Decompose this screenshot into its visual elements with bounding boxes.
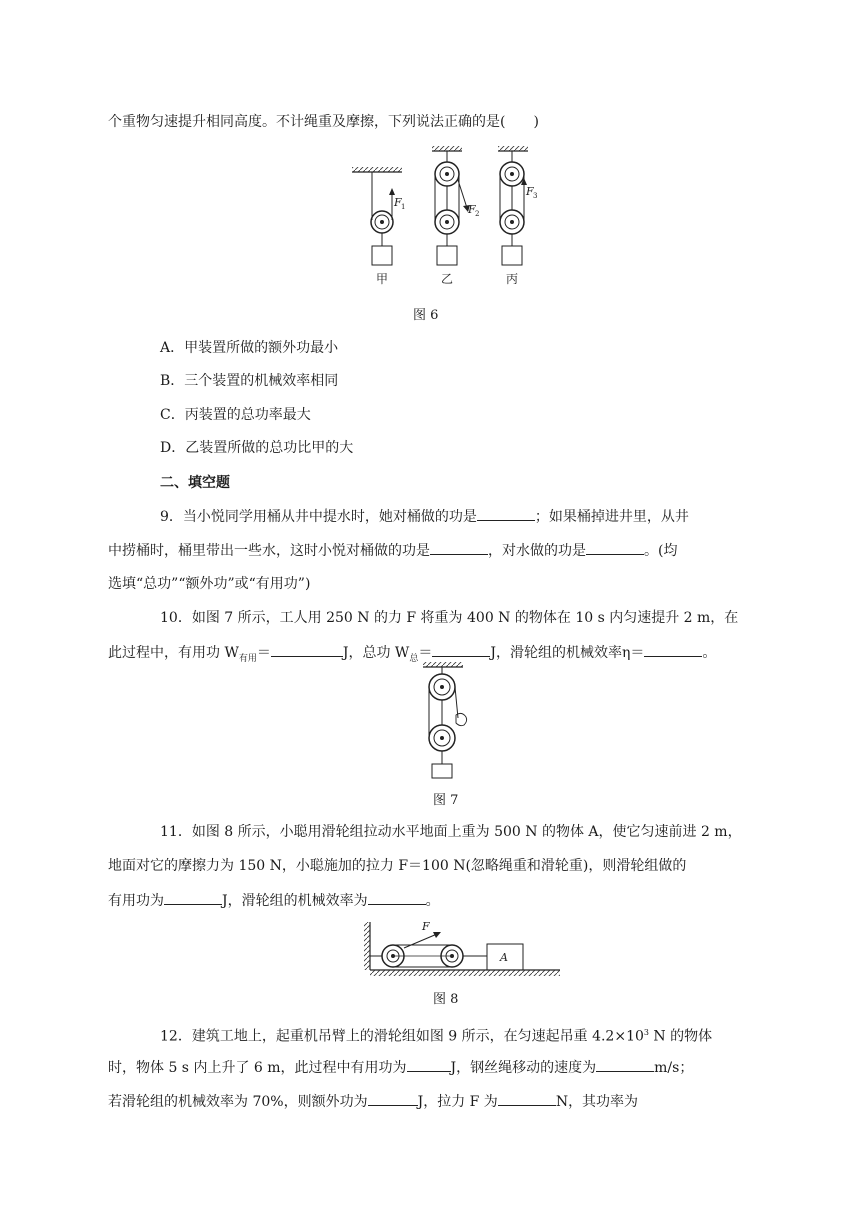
q11-line-2: 地面对它的摩擦力为 150 N，小聪施加的拉力 F＝100 N(忽略绳重和滑轮重)，则滑轮组做的 <box>108 858 687 874</box>
force-label-f3: F <box>526 185 534 198</box>
q9-line-2: 中捞桶时，桶里带出一些水，这时小悦对桶做的功是 ，对水做的功是 。(均 <box>108 540 677 561</box>
pulley-setup-bing <box>498 146 528 265</box>
q9-line-3: 选填“总功”“额外功”或“有用功”) <box>108 576 311 592</box>
figure-8-object-label: A <box>500 951 508 964</box>
figure-6-caption: 图 6 <box>413 308 439 323</box>
figure-8-caption: 图 8 <box>433 992 459 1007</box>
force-subscript-1: 1 <box>401 203 406 211</box>
option-d: D．乙装置所做的总功比甲的大 <box>160 440 354 456</box>
q11-line-1: 11．如图 8 所示，小聪用滑轮组拉动水平地面上重为 500 N 的物体 A，使它匀速前进 2 m， <box>160 824 742 840</box>
force-subscript-3: 3 <box>533 192 538 200</box>
q9-line-1: 9．当小悦同学用桶从井中提水时，她对桶做的功是 ；如果桶掉进井里，从井 <box>160 506 689 527</box>
pulley-setup-yi <box>432 146 470 265</box>
q12-line-3: 若滑轮组的机械效率为 70%，则额外功为 J，拉力 F 为 N，其功率为 <box>108 1091 638 1112</box>
force-subscript-2: 2 <box>475 210 480 218</box>
figure-7-caption: 图 7 <box>433 793 459 808</box>
pulley-setup-jia <box>352 167 402 265</box>
option-b: B．三个装置的机械效率相同 <box>160 373 339 389</box>
setup-label-yi: 乙 <box>441 272 454 286</box>
figure-7-pulley-diagram <box>418 660 478 785</box>
q12-line-2: 时，物体 5 s 内上升了 6 m，此过程中有用功为 J，钢丝绳移动的速度为 m/s； <box>108 1057 693 1078</box>
option-c: C．丙装置的总功率最大 <box>160 407 311 423</box>
figure-8-force-label: F <box>422 920 430 933</box>
force-label-f1: F <box>394 196 402 209</box>
setup-label-jia: 甲 <box>376 272 389 286</box>
q12-line-1: 12．建筑工地上，起重机吊臂上的滑轮组如图 9 所示，在匀速起吊重 $4.2\times 10^3$ N 的物体 <box>160 1028 713 1045</box>
setup-label-bing: 丙 <box>506 272 519 286</box>
q10-line-2: 此过程中，有用功 $W_{有用}= J$，总功 $W_总= J$，滑轮组的机械效率η＝ 。 <box>108 642 716 669</box>
q10-line-1: 10．如图 7 所示，工人用 250 N 的力 F 将重为 400 N 的物体在 10 s 内匀速提升 2 m，在 <box>160 610 739 626</box>
q11-line-3: 有用功为 J，滑轮组的机械效率为 。 <box>108 890 440 911</box>
option-a: A．甲装置所做的额外功最小 <box>160 340 339 356</box>
figure-8-pulley-diagram <box>362 918 562 983</box>
figure-6-pulley-diagram <box>340 140 560 295</box>
question-8-stem: 个重物匀速提升相同高度。不计绳重及摩擦，下列说法正确的是( ) <box>108 114 539 130</box>
force-label-f2: F <box>468 203 476 216</box>
section-title: 二、填空题 <box>160 475 230 491</box>
